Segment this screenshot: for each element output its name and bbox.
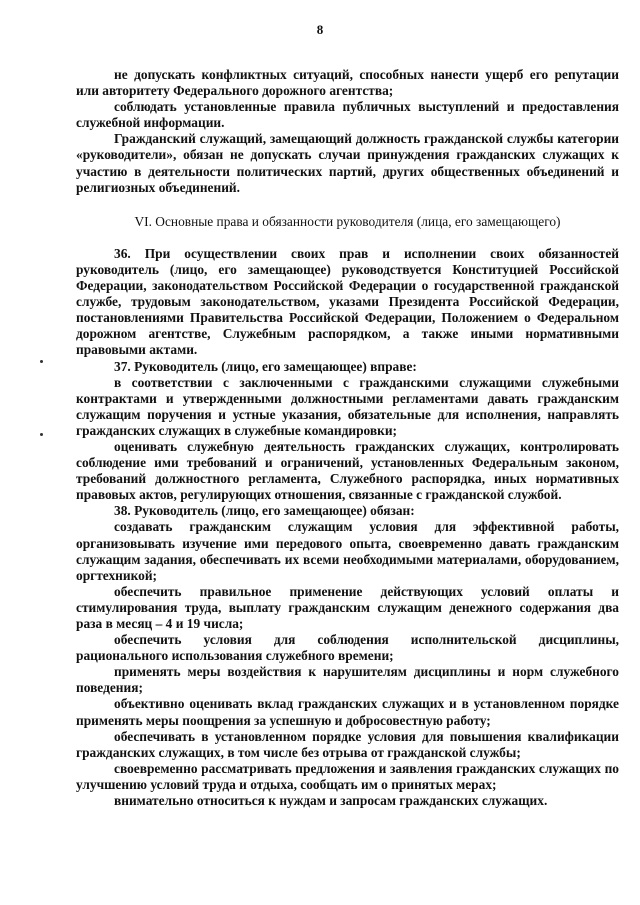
- paragraph: обеспечить правильное применение действующих условий оплаты и стимулирования труда, выплату гражданским служащим денежного содержания два раза в месяц – 4 и 19 числа;: [76, 583, 619, 631]
- scan-speck: [40, 433, 43, 436]
- paragraph: создавать гражданским служащим условия для эффективной работы, организовывать изучение ими передового опыта, своевременно давать гражданским служащим задания, обеспечивать их всеми необходимыми материалами, оборудованием, оргтехникой;: [76, 519, 619, 583]
- paragraph: объективно оценивать вклад гражданских служащих и в установленном порядке применять меры поощрения за успешную и добросовестную работу;: [76, 696, 619, 728]
- paragraph: Гражданский служащий, замещающий должность гражданской службы категории «руководители», обязан не допускать случаи принуждения гражданских служащих к участию в деятельности политических партий, других общественных объединений и религиозных объединений.: [76, 131, 619, 195]
- scan-speck: [40, 360, 43, 363]
- paragraph: соблюдать установленные правила публичных выступлений и предоставления служебной информации.: [76, 99, 619, 131]
- paragraph: оценивать служебную деятельность гражданских служащих, контролировать соблюдение ими требований и ограничений, установленных Федеральным законом, требований должностного регламента, Служебного распорядка, иных нормативных правовых актов, регулирующих отношения, связанные с гражданской службой.: [76, 438, 619, 503]
- section-heading: VI. Основные права и обязанности руководителя (лица, его замещающего): [134, 213, 561, 229]
- page-number: 8: [316, 22, 324, 37]
- paragraph: 37. Руководитель (лицо, его замещающее) вправе:: [114, 358, 417, 374]
- paragraph: не допускать конфликтных ситуаций, способных нанести ущерб его репутации или авторитету Федерального дорожного агентства;: [76, 67, 619, 99]
- paragraph: внимательно относиться к нуждам и запросам гражданских служащих.: [114, 793, 548, 809]
- paragraph: в соответствии с заключенными с гражданскими служащими служебными контрактами и утвержденными должностными регламентами давать гражданским служащим поручения и устные указания, обязательные для исполнения, направлять гражданских служащих в служебные командировки;: [76, 374, 619, 438]
- paragraph: обеспечивать в установленном порядке условия для повышения квалификации гражданских служащих, в том числе без отрыва от гражданской службы;: [76, 728, 619, 760]
- paragraph: 36. При осуществлении своих прав и исполнении своих обязанностей руководитель (лицо, его замещающее) руководствуется Конституцией Российской Федерации, законодательством Российской Федерации о государственной гражданской службе, трудовым законодательством, указами Президента Российской Федерации, постановлениями Правительства Российской Федерации, Положением о Федеральном дорожном агентстве, Служебным распорядком, а также иными нормативными правовыми актами.: [76, 245, 619, 358]
- document-body: [76, 67, 619, 809]
- paragraph: своевременно рассматривать предложения и заявления гражданских служащих по улучшению условий труда и отдыха, сообщать им о принятых мерах;: [76, 760, 619, 792]
- paragraph: применять меры воздействия к нарушителям дисциплины и норм служебного поведения;: [76, 664, 619, 696]
- paragraph: 38. Руководитель (лицо, его замещающее) обязан:: [114, 503, 415, 519]
- paragraph: обеспечить условия для соблюдения исполнительской дисциплины, рационального использования служебного времени;: [76, 632, 619, 664]
